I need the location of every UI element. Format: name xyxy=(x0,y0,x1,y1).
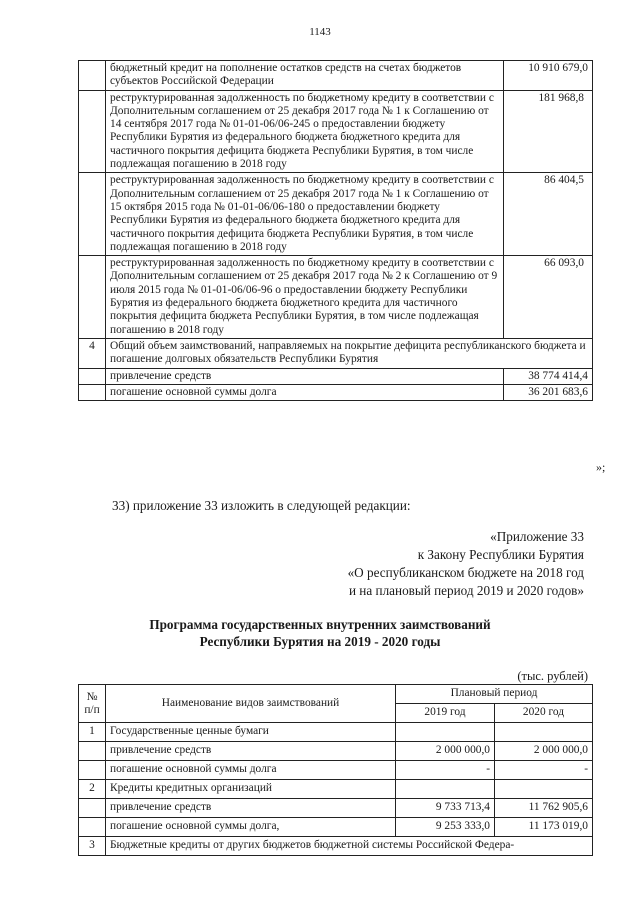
empty-cell xyxy=(79,799,106,818)
borrowing-program-table xyxy=(78,684,593,856)
row-value-cell: 66 093,0 xyxy=(504,256,593,339)
header-name: Наименование видов заимствований xyxy=(106,685,396,723)
table-row xyxy=(79,256,593,339)
row-value-cell: 181 968,8 xyxy=(504,90,593,173)
closing-quote-mark: »; xyxy=(596,460,606,474)
value-2020: 11 173 019,0 xyxy=(495,818,593,837)
row-name-cell: привлечение средств xyxy=(106,742,396,761)
row-name-cell: бюджетный кредит на пополнение остатков средств на счетах бюджетов субъектов Российской Федерации xyxy=(106,61,504,91)
header-number: № п/п xyxy=(79,685,106,723)
row-name-cell: Общий объем заимствований, направляемых на покрытие дефицита республиканского бюджета и погашение долговых обязательств Республики Бурятия xyxy=(106,338,593,368)
table-row xyxy=(79,173,593,256)
table-row xyxy=(79,90,593,173)
title-line: Республики Бурятия на 2019 - 2020 годы xyxy=(199,634,441,649)
table-row xyxy=(79,61,593,91)
row-name-cell: реструктурированная задолженность по бюджетному кредиту в соответствии с Дополнительным соглашением от 25 декабря 2017 года № 2 к Соглашению от 9 июля 2015 года № 01-01-06/06-96 о предоставлении бюджету Республики Бурятия из федерального бюджета бюджетного кредита для частичного покрытия дефицита бюджета Республики Бурятия, в том числе подлежащая погашению в 2018 году xyxy=(106,256,504,339)
appendix-header xyxy=(184,528,584,600)
empty-cell xyxy=(79,742,106,761)
program-title xyxy=(0,616,640,650)
table-row xyxy=(79,780,593,799)
section-number: 3 xyxy=(79,837,106,856)
row-name-cell: привлечение средств xyxy=(106,799,396,818)
header-year-2020: 2020 год xyxy=(495,704,593,723)
row-number-cell xyxy=(79,368,106,384)
table-row xyxy=(79,799,593,818)
appendix-line: «Приложение 33 xyxy=(490,529,584,544)
table-row xyxy=(79,338,593,368)
value-2020: 2 000 000,0 xyxy=(495,742,593,761)
value-2020: - xyxy=(495,761,593,780)
section-name: Кредиты кредитных организаций xyxy=(106,780,396,799)
units-label: (тыс. рублей) xyxy=(517,669,588,683)
row-name-cell: реструктурированная задолженность по бюджетному кредиту в соответствии с Дополнительным соглашением от 25 декабря 2017 года № 1 к Соглашению от 15 октября 2015 года № 01-01-06/06-180 о предоставлении бюджету Республики Бурятия из федерального бюджета бюджетного кредита для частичного покрытия дефицита бюджета Республики Бурятия, в том числе подлежащая погашению в 2018 году xyxy=(106,173,504,256)
row-value-cell: 10 910 679,0 xyxy=(504,61,593,91)
section-name: Государственные ценные бумаги xyxy=(106,723,396,742)
header-year-2019: 2019 год xyxy=(396,704,495,723)
section-name: Бюджетные кредиты от других бюджетов бюджетной системы Российской Федера- xyxy=(106,837,593,856)
empty-cell xyxy=(79,761,106,780)
row-number-cell xyxy=(79,90,106,173)
row-name-cell: погашение основной суммы долга, xyxy=(106,818,396,837)
appendix-line: «О республиканском бюджете на 2018 год xyxy=(347,565,584,580)
header-period: Плановый период xyxy=(396,685,593,704)
row-number-cell xyxy=(79,384,106,400)
table-header-row xyxy=(79,685,593,704)
table-row xyxy=(79,742,593,761)
section-number: 2 xyxy=(79,780,106,799)
amendment-instruction: 33) приложение 33 изложить в следующей редакции: xyxy=(112,498,411,513)
row-name-cell: реструктурированная задолженность по бюджетному кредиту в соответствии с Дополнительным соглашением от 25 декабря 2017 года № 1 к Соглашению от 14 сентября 2017 года № 01-01-06/06-245 о предоставлении бюджету Республики Бурятия из федерального бюджета бюджетного кредита для частичного покрытия дефицита бюджета Республики Бурятия, в том числе подлежащая погашению в 2018 году xyxy=(106,90,504,173)
empty-cell xyxy=(495,780,593,799)
page-number: 1143 xyxy=(309,26,331,38)
value-2019: 9 253 333,0 xyxy=(396,818,495,837)
empty-cell xyxy=(396,780,495,799)
table-row xyxy=(79,723,593,742)
row-value-cell: 86 404,5 xyxy=(504,173,593,256)
row-name-cell: погашение основной суммы долга xyxy=(106,761,396,780)
table-row xyxy=(79,761,593,780)
table-row xyxy=(79,368,593,384)
appendix-line: и на плановый период 2019 и 2020 годов» xyxy=(348,583,584,598)
appendix-line: к Закону Республики Бурятия xyxy=(417,547,584,562)
empty-cell xyxy=(495,723,593,742)
value-2020: 11 762 905,6 xyxy=(495,799,593,818)
title-line: Программа государственных внутренних заимствований xyxy=(149,617,491,632)
section-number: 1 xyxy=(79,723,106,742)
row-number-cell xyxy=(79,256,106,339)
row-number-cell: 4 xyxy=(79,338,106,368)
row-value-cell: 38 774 414,4 xyxy=(504,368,593,384)
value-2019: 2 000 000,0 xyxy=(396,742,495,761)
row-name-cell: привлечение средств xyxy=(106,368,504,384)
value-2019: - xyxy=(396,761,495,780)
value-2019: 9 733 713,4 xyxy=(396,799,495,818)
row-name-cell: погашение основной суммы долга xyxy=(106,384,504,400)
table-row xyxy=(79,384,593,400)
row-number-cell xyxy=(79,61,106,91)
borrowings-table-continued xyxy=(78,60,593,401)
empty-cell xyxy=(396,723,495,742)
empty-cell xyxy=(79,818,106,837)
row-value-cell: 36 201 683,6 xyxy=(504,384,593,400)
row-number-cell xyxy=(79,173,106,256)
table-row xyxy=(79,818,593,837)
table-row xyxy=(79,837,593,856)
